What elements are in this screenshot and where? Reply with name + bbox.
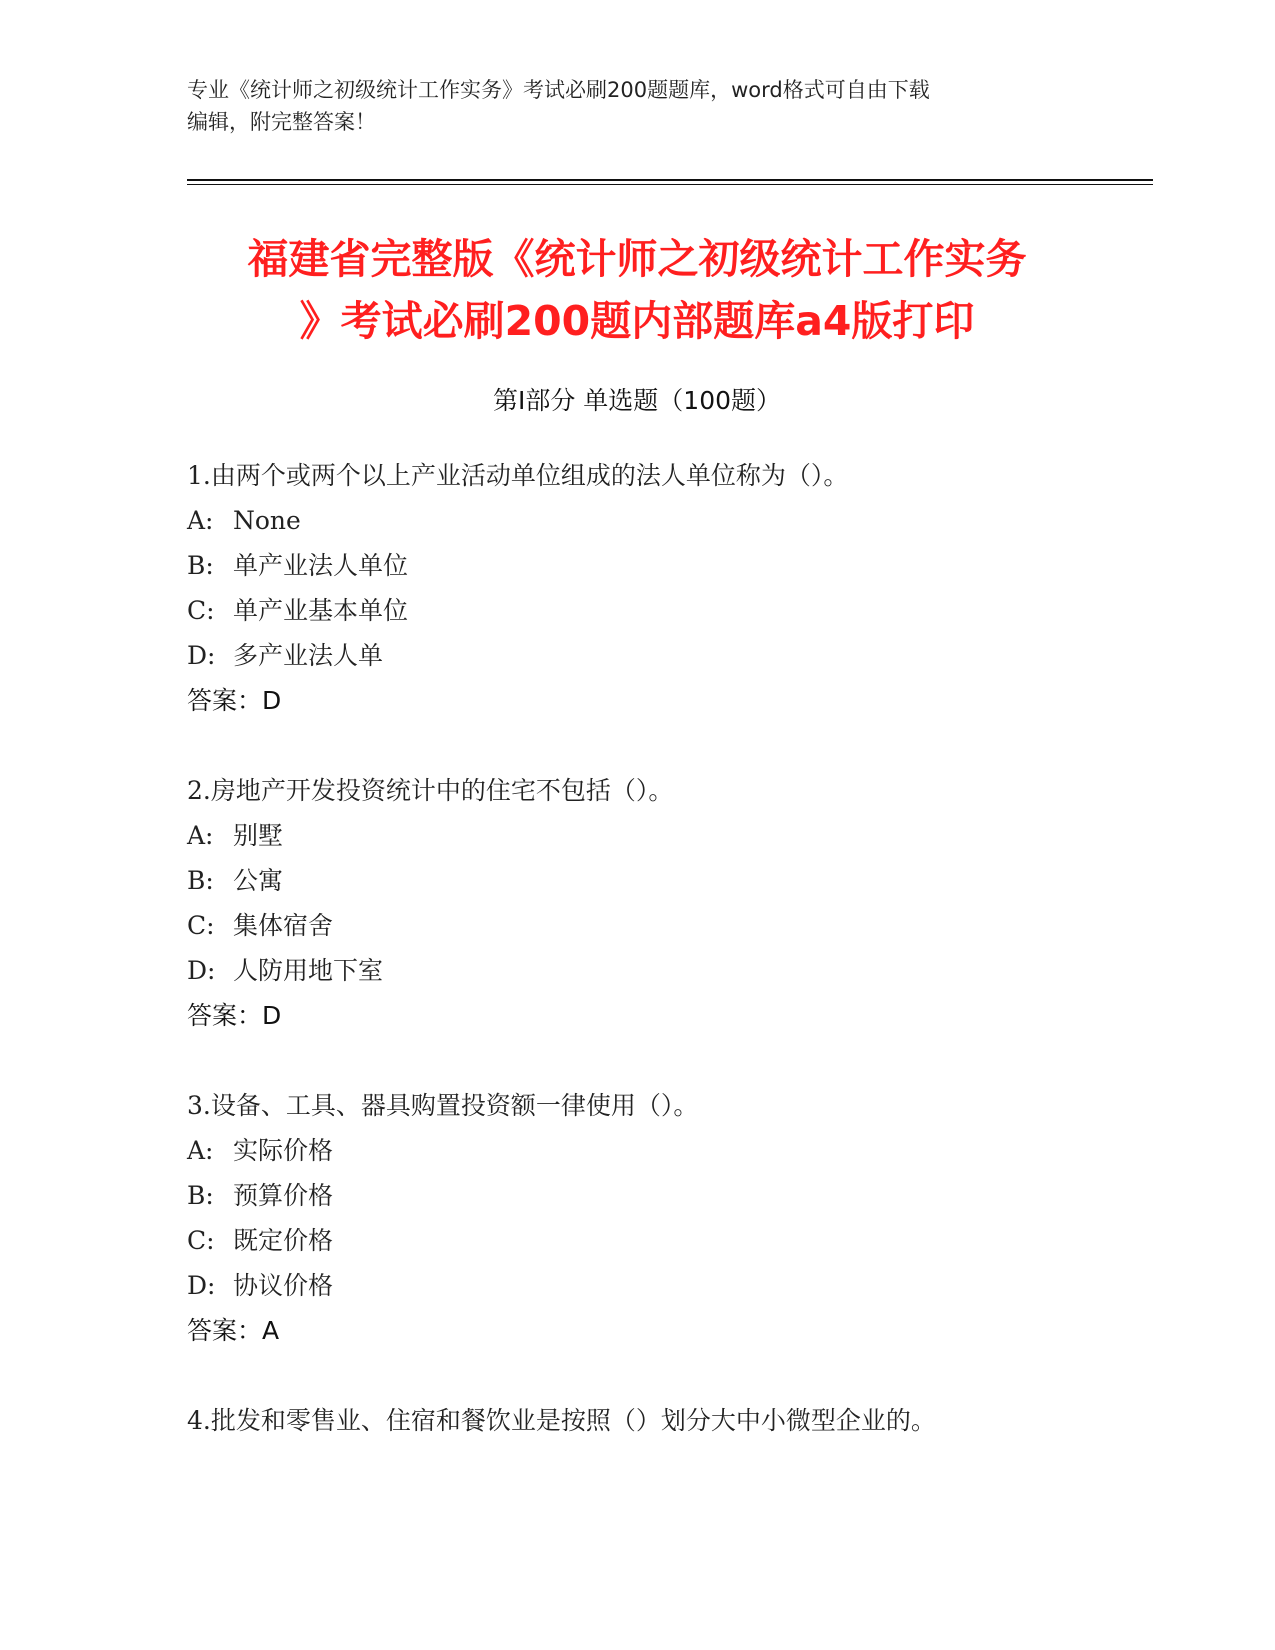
question-stem: 4.批发和零售业、住宿和餐饮业是按照（）划分大中小微型企业的。 [187,1406,936,1435]
header-note-line-1: 专业《统计师之初级统计工作实务》考试必刷200题题库，word格式可自由下载 [187,78,930,102]
option-letter: A: [187,506,214,535]
option-a [187,1133,1147,1169]
question-stem: 2.房地产开发投资统计中的住宅不包括（）。 [187,776,674,805]
question-3 [187,1088,1147,1349]
option-text: 集体宿舍 [233,911,334,940]
document-title-line-1: 福建省完整版《统计师之初级统计工作实务 [247,235,1027,283]
section-heading: 第Ⅰ部分 单选题（100题） [492,386,782,415]
option-text: 实际价格 [233,1136,334,1165]
option-a [187,503,1147,539]
document-title-line-2: 》考试必刷200题内部题库a4版打印 [299,297,975,345]
question-4 [187,1403,1147,1448]
option-text: 协议价格 [233,1271,334,1300]
option-letter: B: [187,866,214,895]
option-letter: C: [187,911,215,940]
document-title [187,228,1087,352]
option-c [187,593,1147,629]
header-divider-thick [187,179,1153,181]
option-letter: B: [187,551,214,580]
option-text: 公寓 [233,866,284,895]
option-text: 多产业法人单 [233,641,384,670]
option-text: 别墅 [233,821,284,850]
option-d [187,953,1147,989]
option-text: 预算价格 [233,1181,334,1210]
option-letter: C: [187,1226,215,1255]
option-c [187,1223,1147,1259]
question-1 [187,458,1147,719]
option-text: 单产业法人单位 [233,551,409,580]
option-letter: B: [187,1181,214,1210]
option-b [187,863,1147,899]
answer: 答案：A [187,1316,280,1345]
option-text: 既定价格 [233,1226,334,1255]
header-divider-thin [187,184,1153,185]
option-d [187,638,1147,674]
header-note [187,74,1067,138]
question-stem: 3.设备、工具、器具购置投资额一律使用（）。 [187,1091,699,1120]
option-letter: A: [187,821,214,850]
option-text: 人防用地下室 [233,956,384,985]
option-text: None [233,506,301,535]
option-b [187,548,1147,584]
option-text: 单产业基本单位 [233,596,409,625]
header-note-line-2: 编辑，附完整答案！ [187,110,376,134]
answer: 答案：D [187,686,282,715]
option-a [187,818,1147,854]
option-letter: D: [187,956,216,985]
answer: 答案：D [187,1001,282,1030]
option-d [187,1268,1147,1304]
question-stem: 1.由两个或两个以上产业活动单位组成的法人单位称为（）。 [187,461,849,490]
option-letter: A: [187,1136,214,1165]
option-letter: D: [187,1271,216,1300]
option-c [187,908,1147,944]
option-letter: D: [187,641,216,670]
option-b [187,1178,1147,1214]
option-letter: C: [187,596,215,625]
question-2 [187,773,1147,1034]
